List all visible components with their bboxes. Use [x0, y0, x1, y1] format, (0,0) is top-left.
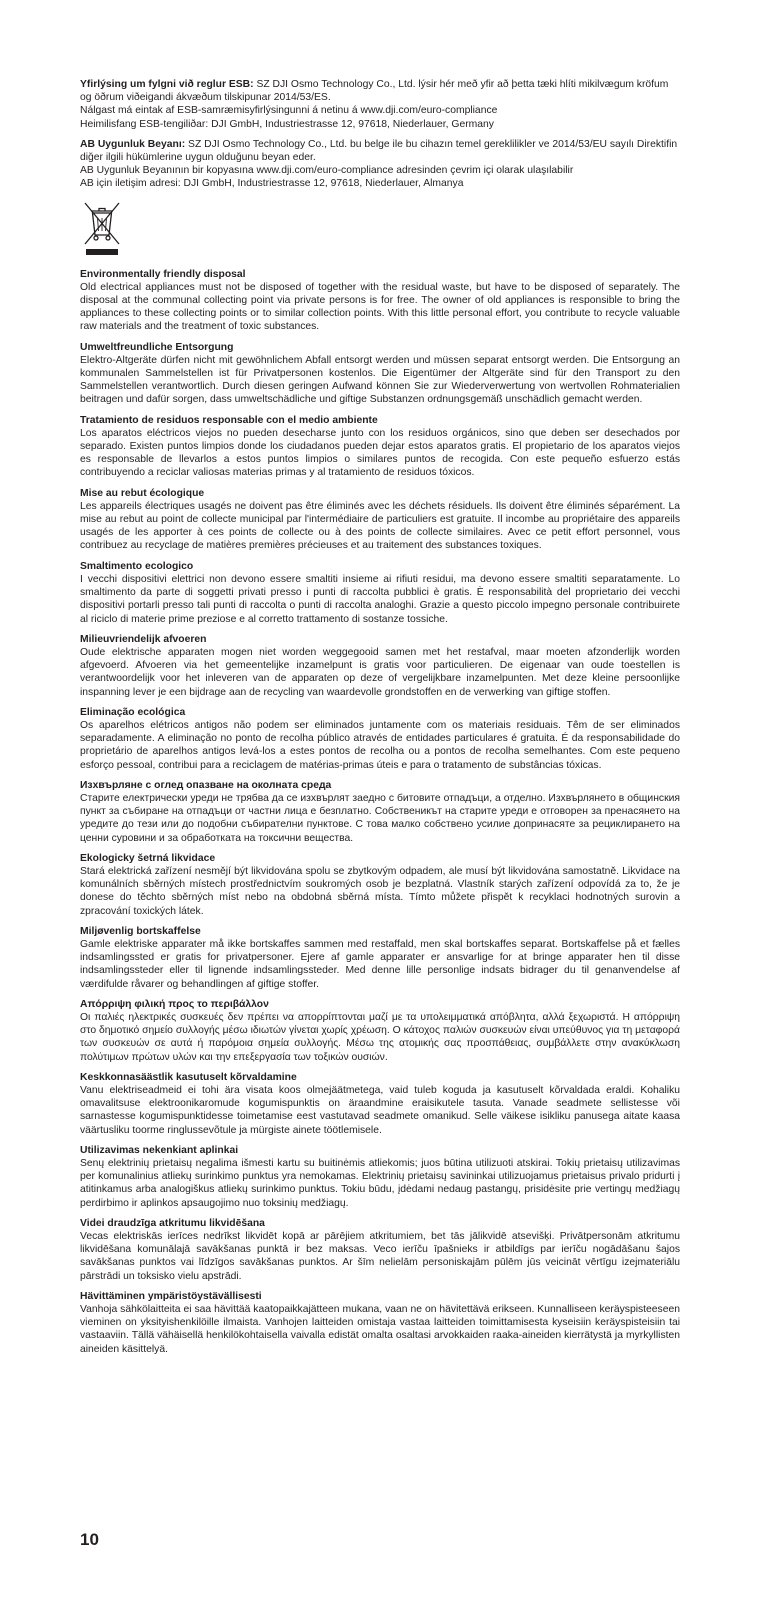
disposal-section-bg [80, 779, 680, 845]
section-body: Οι παλιές ηλεκτρικές συσκευές δεν πρέπει να απορρίπτονται μαζί με τα υπολειμματικά απόβλητα, αλλά ξεχωριστά. Η απόρριψη στο δημοτικό σημείο συλλογής μέσω ιδιωτών γίνεται χωρίς χρέωση. Ο κάτοχος παλιών συσκευών είναι υπεύθυνος για τη μεταφορά των συσκευών σε αυτά ή παρόμοια σημεία συλλογής. Μέσω της ατομικής σας προσπάθειας, συμβάλλετε στην ανακύκλωση πολύτιμων πρώτων υλών και την επεξεργασία των τοξικών ουσιών. [80, 1011, 680, 1063]
disposal-section-cs [80, 852, 680, 918]
declaration-line: AB Uygunluk Beyanının bir kopyasına www.dji.com/euro-compliance adresinden çevrim içi olarak ulaşılabilir [80, 165, 574, 177]
disposal-section-lv [80, 1217, 680, 1283]
section-body: I vecchi dispositivi elettrici non devono essere smaltiti insieme ai rifiuti residui, ma devono essere smaltiti separatamente. Lo smaltimento da parte di soggetti privati presso i punti di raccolta pubblici è gratis. È responsabilità del proprietario dei vecchi dispositivi portarli presso tali punti di raccolta o punti di raccolta analoghi. Grazie a questo piccolo impegno personale contribuirete al riciclo di materie prime preziose e al corretto trattamento di sostanze tossiche. [80, 573, 680, 625]
declaration-line: AB için iletişim adresi: DJI GmbH, Industriestrasse 12, 97618, Niederlauer, Almanya [80, 178, 464, 190]
section-body: Vanhoja sähkölaitteita ei saa hävittää kaatopaikkajätteen mukana, vaan ne on hävitettävä erikseen. Kunnalliseen keräyspisteeseen vieminen on yksityishenkilöille ilmaista. Vanhojen laitteiden omistaja vastaa laitteiden toimittamisesta kyseisiin keräyspisteisiin tai vastaaviin. Tällä vähäisellä henkilökohtaisella vaivalla edistät omalta osaltasi arvokkaiden raaka-aineiden kierrätystä ja myrkyllisten aineiden käsittelyä. [80, 1304, 680, 1355]
section-title: Mise au rebut écologique [80, 487, 205, 499]
section-title: Environmentally friendly disposal [80, 268, 246, 280]
disposal-section-it [80, 560, 680, 626]
disposal-section-da [80, 925, 680, 991]
section-title: Umweltfreundliche Entsorgung [80, 341, 234, 353]
section-body: Vanu elektriseadmeid ei tohi ära visata koos olmejäätmetega, vaid tuleb koguda ja kasutuselt kõrvaldada eraldi. Kohaliku omavalitsuse elektroonikaromude kogumispunktis on äraandmine eraisikutele tasuta. Vanade seadmete sellistesse või sarnastesse kogumispunktidesse toimetamise eest vastutavad seadmete omanikud. Selle väikese isikliku panusega aitate kaasa väärtusliku toorme ringlussevõtule ja mürgiste ainete töötlemisele. [80, 1085, 680, 1136]
disposal-section-el [80, 998, 680, 1064]
declaration-text: SZ DJI Osmo Technology Co., Ltd. lýsir hér með yfir að þetta tæki hlíti mikilvægum kröfum og öðrum viðeigandi ákvæðum tilskipunar 2014/53/ES. [80, 79, 669, 104]
section-body: Elektro-Altgeräte dürfen nicht mit gewöhnlichem Abfall entsorgt werden und müssen separat entsorgt werden. Die Entsorgung an kommunalen Sammelstellen ist für Privatpersonen kostenlos. Die Eigentümer der Altgeräte sind für den Transport zu den Sammelstellen verantwortlich. Durch diesen geringen Aufwand können Sie zur Wiederverwertung von wertvollen Rohmaterialien beitragen und dafür sorgen, dass umweltschädliche und giftige Substanzen ordnungsgemäß unschädlich gemacht werden. [80, 354, 680, 406]
section-title: Utilizavimas nekenkiant aplinkai [80, 1144, 239, 1156]
section-body: Oude elektrische apparaten mogen niet worden weggegooid samen met het restafval, maar moeten afzonderlijk worden afgevoerd. Afvoeren via het gemeentelijke inzamelpunt is gratis voor particulieren. De eigenaar van oude toestellen is verantwoordelijk voor het inleveren van de apparaten op deze of vergelijkbare inzamelpunten. Met deze kleine persoonlijke inspanning lever je een bijdrage aan de recycling van waardevolle grondstoffen en de verwerking van giftige stoffen. [80, 646, 680, 698]
section-title: Απόρριψη φιλική προς το περιβάλλον [80, 998, 269, 1010]
disposal-section-fr [80, 487, 680, 553]
document-page [80, 78, 680, 1363]
section-title: Tratamiento de residuos responsable con el medio ambiente [80, 414, 378, 426]
declaration-line: Nálgast má eintak af ESB-samræmisyfirlýsingunni á netinu á www.dji.com/euro-compliance [80, 105, 498, 117]
declaration-lead: Yfirlýsing um fylgni við reglur ESB: [80, 79, 254, 90]
section-title: Keskkonnasäästlik kasutuselt kõrvaldamine [80, 1071, 297, 1083]
eu-declaration-icelandic [80, 78, 680, 131]
section-body: Gamle elektriske apparater må ikke bortskaffes sammen med restaffald, men skal bortskaffes separat. Bortskaffelse på et fælles indsamlingssted er gratis for privatpersoner. Ejere af gamle apparater er ansvarlige for at bringe apparater hen til disse indsamlingssteder eller til lignende indsamlingssteder. Med denne lille personlige indsats bidrager du til genanvendelse af værdifulde råvarer og behandlingen af giftige stoffer. [80, 938, 680, 990]
section-body: Les appareils électriques usagés ne doivent pas être éliminés avec les déchets résiduels. Ils doivent être éliminés séparément. La mise au rebut au point de collecte municipal par l'intermédiaire de particuliers est gratuite. Il incombe au propriétaire des appareils usagés de les apporter à ces points de collecte ou à des points de collecte similaires. Avec ce petit effort personnel, vous contribuez au recyclage de matières premières précieuses et au traitement des substances toxiques. [80, 500, 680, 552]
section-title: Hävittäminen ympäristöystävällisesti [80, 1290, 262, 1302]
declaration-text: SZ DJI Osmo Technology Co., Ltd. bu belge ile bu cihazın temel gereklilikler ve 2014/53/EU sayılı Direktifin diğer ilgili hükümlerine uygun olduğunu beyan eder. [80, 138, 678, 164]
disposal-section-fi [80, 1290, 680, 1356]
disposal-section-en [80, 268, 680, 334]
declaration-lead: AB Uygunluk Beyanı: [80, 138, 186, 150]
crossed-out-wheelie-bin-icon [82, 198, 122, 256]
section-title: Milieuvriendelijk afvoeren [80, 633, 207, 645]
section-title: Изхвърляне с оглед опазване на околната среда [80, 779, 332, 791]
section-body: Los aparatos eléctricos viejos no pueden desecharse junto con los residuos orgánicos, sino que deben ser desechados por separado. Existen puntos limpios donde los ciudadanos pueden dejar estos aparatos gratis. El propietario de los aparatos viejos es responsable de llevarlos a estos puntos limpios o similares puntos de recogida. Con este pequeño esfuerzo estás contribuyendo a reciclar valiosas materias primas y al tratamiento de residuos tóxicos. [80, 427, 680, 479]
page-number: 10 [80, 1530, 99, 1549]
section-title: Smaltimento ecologico [80, 560, 194, 572]
section-body: Old electrical appliances must not be disposed of together with the residual waste, but have to be disposed of separately. The disposal at the communal collecting point via private persons is for free. The owner of old appliances is responsible to bring the appliances to these collecting points or to similar collection points. With this little personal effort, you contribute to recycle valuable raw materials and the treatment of toxic substances. [80, 281, 680, 333]
section-title: Miljøvenlig bortskaffelse [80, 925, 201, 937]
disposal-section-nl [80, 633, 680, 699]
section-body: Stará elektrická zařízení nesmějí být likvidována spolu se zbytkovým odpadem, ale musí být likvidována samostatně. Likvidace na komunálních sběrných místech prostřednictvím soukromých osob je bezplatná. Vlastník starých zařízení odpovídá za to, že je donese do těchto sběrných míst nebo na obdobná sběrná místa. Tímto můžete přispět k recyklaci hodnotných surovin a zpracování toxických látek. [80, 865, 680, 917]
declaration-line: Heimilisfang ESB-tengiliðar: DJI GmbH, Industriestrasse 12, 97618, Niederlauer, Germany [80, 118, 494, 130]
section-body: Os aparelhos elétricos antigos não podem ser eliminados juntamente com os materiais residuais. Têm de ser eliminados separadamente. A eliminação no ponto de recolha público através de entidades particulares é gratuita. É da responsabilidade do proprietário de aparelhos antigos levá-los a estes pontos de recolha ou a pontos de recolha semelhantes. Com este pequeno esforço pessoal, contribui para a reciclagem de matérias-primas úteis e para o tratamento de substâncias tóxicas. [80, 719, 680, 771]
disposal-section-pt [80, 706, 680, 772]
section-body: Старите електрически уреди не трябва да се изхвърлят заедно с битовите отпадъци, а отделно. Изхвърлянето в общинския пункт за събиране на отпадъци от частни лица е безплатно. Собственикът на старите уреди е отговорен за пренасянето на уредите до тези или до подобни събирателни пунктове. С това малко собствено усилие допринасяте за рециклирането на ценни суровини и за обработката на токсични вещества. [80, 792, 680, 844]
disposal-section-es [80, 414, 680, 480]
disposal-section-et [80, 1071, 680, 1137]
disposal-section-de [80, 341, 680, 407]
section-body: Vecas elektriskās ierīces nedrīkst likvidēt kopā ar pārējiem atkritumiem, bet tās jālikvidē atsevišķi. Privātpersonām atkritumu likvidēšana komunālajā savākšanas punktā ir bez maksas. Veco ierīču īpašnieks ir atbildīgs par ierīču nogādāšanu šajos savākšanas punktos vai līdzīgos savākšanas punktos. Ar šīm nelielām personiskajām pūlēm jūs veicināt vērtīgu izejmateriālu pārstrādi un toksisko vielu apstrādi. [80, 1231, 680, 1282]
disposal-section-lt [80, 1144, 680, 1210]
section-title: Ekologicky šetrná likvidace [80, 852, 216, 864]
section-title: Videi draudzīga atkritumu likvidēšana [80, 1217, 265, 1229]
section-title: Eliminação ecológica [80, 706, 186, 718]
section-body: Senų elektrinių prietaisų negalima išmesti kartu su buitinėmis atliekomis; juos būtina utilizuoti atskirai. Tokių prietaisų utilizavimas per komunalinius atliekų surinkimo punktus yra nemokamas. Elektrinių prietaisų savininkai utilizuojamus prietaisus privalo pridurti į atitinkamus arba analogiškus atliekų surinkimo punktus. Tokiu būdu, įdėdami nedaug pastangų, prisidėsite prie vertingų medžiagų perdirbimo ir aplinkos apsaugojimo nuo toksinių medžiagų. [80, 1158, 680, 1209]
eu-declaration-turkish [80, 138, 680, 191]
